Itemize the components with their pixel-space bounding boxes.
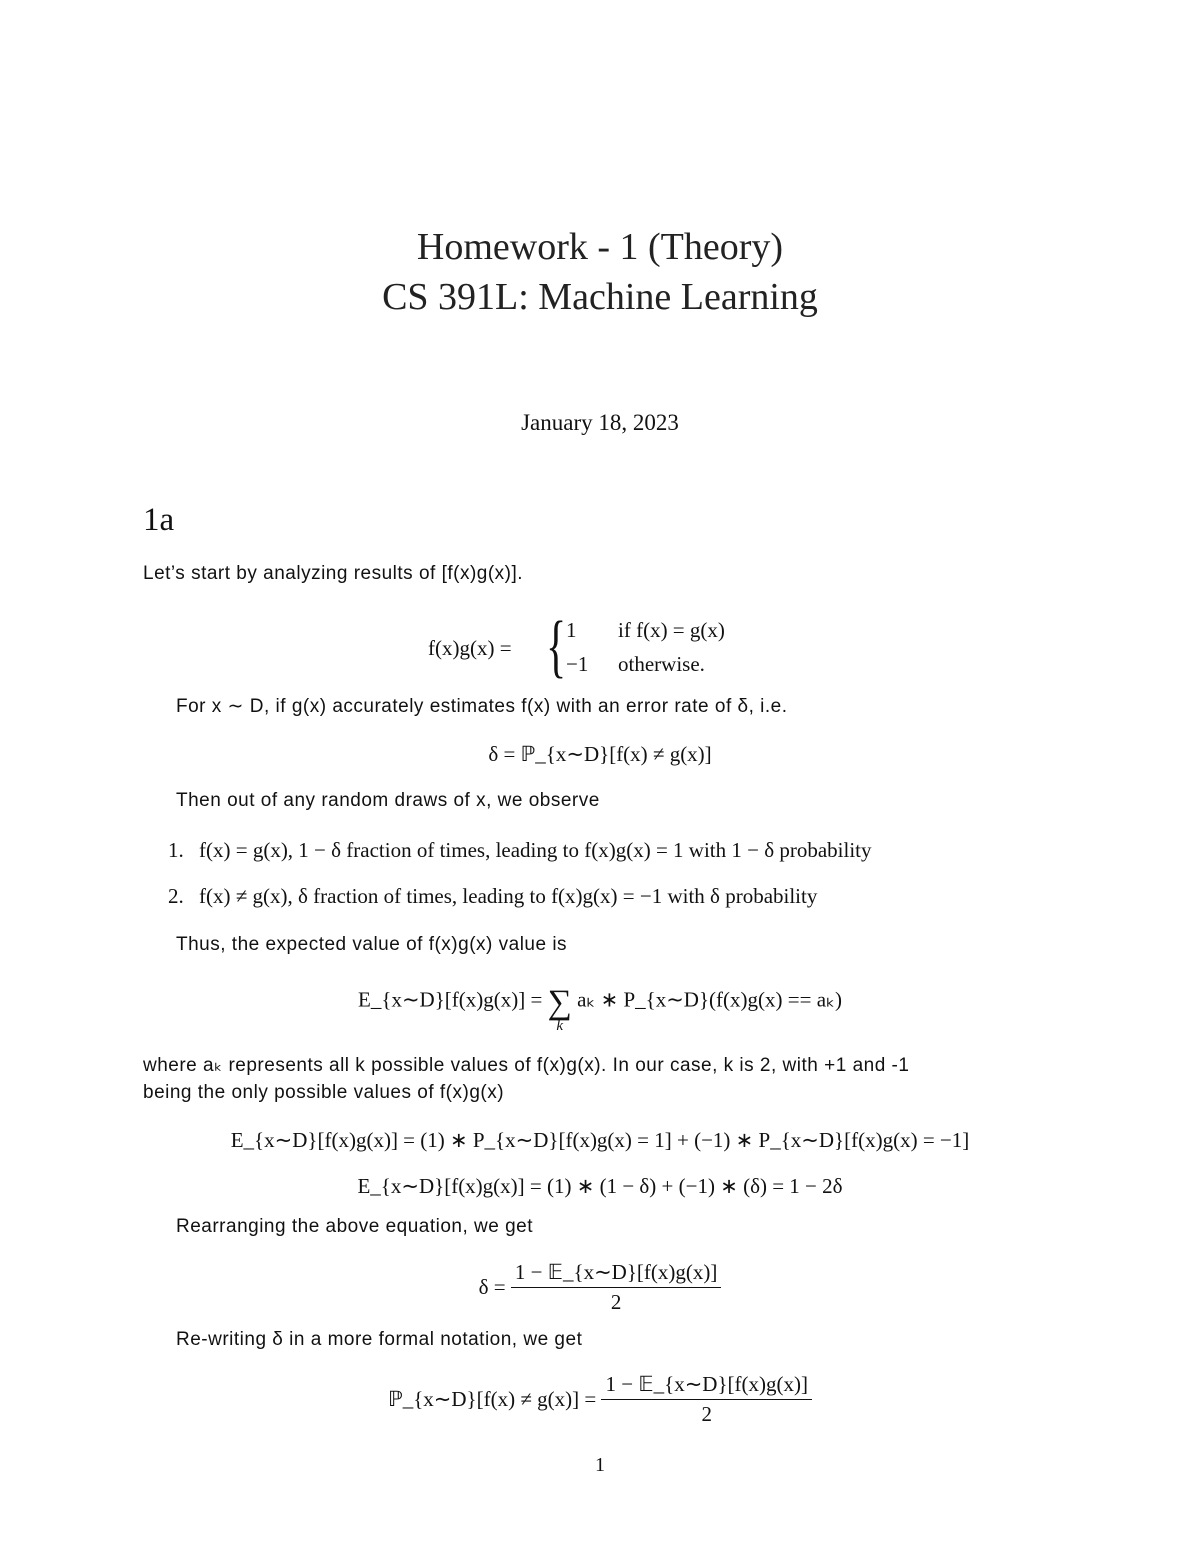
expansion-equation-2: E_{x∼D}[f(x)g(x)] = (1) ∗ (1 − δ) + (−1) ∗ (δ) = 1 − 2δ	[357, 1174, 843, 1198]
final-equation	[0, 1372, 1200, 1427]
summation	[547, 984, 572, 1035]
delta-fraction-equation	[0, 1260, 1200, 1315]
list-item	[168, 884, 817, 909]
fraction-denominator: 2	[701, 1402, 712, 1426]
fraction	[601, 1372, 812, 1427]
expectation-equation	[0, 978, 1200, 1034]
expectation-rhs: aₖ ∗ P_{x∼D}(f(x)g(x) == aₖ)	[577, 987, 842, 1012]
delta-definition-equation: δ = ℙ_{x∼D}[f(x) ≠ g(x)]	[488, 742, 712, 766]
case-row-2	[566, 652, 705, 677]
rearranging-paragraph: Rearranging the above equation, we get	[176, 1216, 534, 1237]
delta-fraction-lhs: δ =	[478, 1275, 506, 1299]
for-x-paragraph: For x ∼ D, if g(x) accurately estimates f(x) with an error rate of δ, i.e.	[176, 696, 788, 717]
sum-index: k	[556, 1018, 564, 1034]
fraction-numerator: 1 − 𝔼_{x∼D}[f(x)g(x)]	[601, 1372, 812, 1400]
document-date: January 18, 2023	[521, 410, 679, 435]
final-lhs: ℙ_{x∼D}[f(x) ≠ g(x)] =	[387, 1387, 597, 1411]
where-line-1: where aₖ represents all k possible values of f(x)g(x). In our case, k is 2, with +1 and -1	[143, 1055, 910, 1076]
page-number: 1	[595, 1454, 605, 1476]
sum-symbol: ∑	[547, 984, 572, 1021]
where-line-2: being the only possible values of f(x)g(x)	[143, 1082, 505, 1103]
expansion-equation-1: E_{x∼D}[f(x)g(x)] = (1) ∗ P_{x∼D}[f(x)g(x) = 1] + (−1) ∗ P_{x∼D}[f(x)g(x) = −1]	[230, 1128, 970, 1152]
case-row-1	[566, 618, 725, 643]
title-line-2: CS 391L: Machine Learning	[382, 276, 818, 318]
piecewise-equation	[428, 608, 788, 688]
piecewise-lhs: f(x)g(x) =	[428, 636, 512, 660]
section-heading: 1a	[143, 502, 175, 538]
expectation-lhs: E_{x∼D}[f(x)g(x)] =	[358, 987, 543, 1012]
case-condition: otherwise.	[618, 652, 705, 676]
brace-symbol: {	[546, 608, 567, 685]
list-item	[168, 838, 872, 863]
title-line-1: Homework - 1 (Theory)	[416, 226, 784, 268]
list-text: f(x) ≠ g(x), δ fraction of times, leading to f(x)g(x) = −1 with δ probability	[199, 884, 818, 908]
list-marker: 1.	[168, 838, 184, 862]
intro-paragraph: Let’s start by analyzing results of [f(x)g(x)].	[143, 563, 524, 584]
thus-paragraph: Thus, the expected value of f(x)g(x) value is	[176, 934, 568, 955]
list-text: f(x) = g(x), 1 − δ fraction of times, leading to f(x)g(x) = 1 with 1 − δ probability	[199, 838, 872, 862]
case-value: 1	[566, 618, 577, 642]
fraction	[511, 1260, 722, 1315]
list-marker: 2.	[168, 884, 184, 908]
case-condition: if f(x) = g(x)	[618, 618, 725, 642]
rewriting-paragraph: Re-writing δ in a more formal notation, we get	[176, 1329, 583, 1350]
fraction-denominator: 2	[610, 1290, 622, 1314]
fraction-numerator: 1 − 𝔼_{x∼D}[f(x)g(x)]	[511, 1260, 722, 1288]
case-value: −1	[566, 652, 589, 676]
then-paragraph: Then out of any random draws of x, we observe	[176, 790, 600, 811]
